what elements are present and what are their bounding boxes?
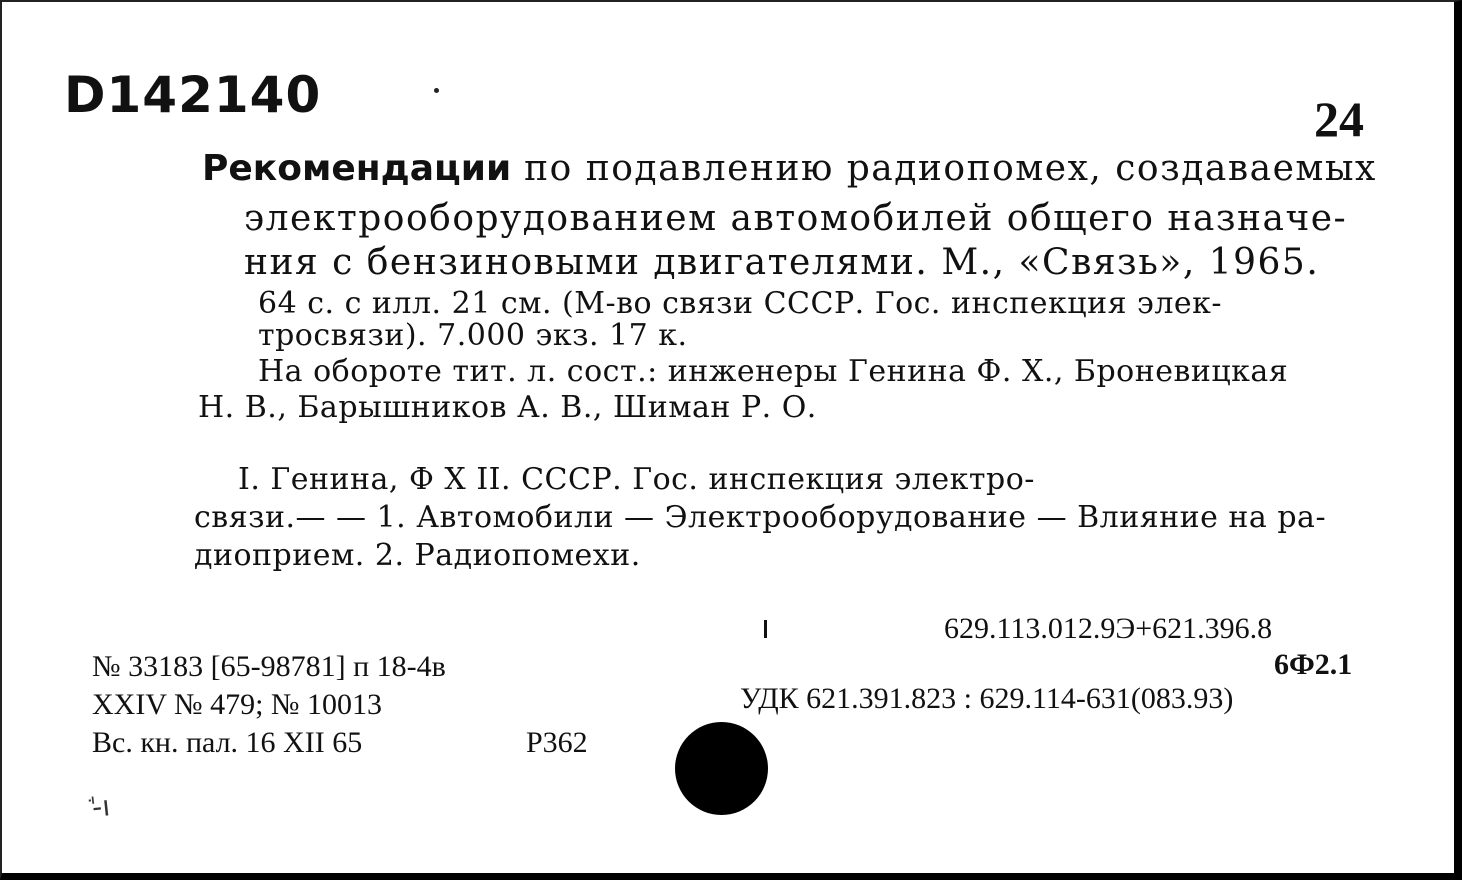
- registry-code: Р362: [526, 726, 588, 759]
- title-line-1-rest: по подавлению радиопомех, создаваемых: [511, 148, 1377, 189]
- handwritten-mark: ꜗ-ı: [90, 789, 112, 824]
- catalog-number: D142140: [64, 66, 322, 124]
- registry-line-2: XXIV № 479; № 10013: [92, 688, 383, 721]
- title-line-1: [202, 148, 1377, 189]
- details-line-1: 64 с. с илл. 21 см. (М-во связи СССР. Гос. инспекция элек-: [258, 286, 1223, 321]
- registry-line-3: Вс. кн. пал. 16 XII 65: [92, 726, 363, 759]
- page-number: 24: [1314, 91, 1364, 147]
- subjects-line-3: диоприем. 2. Радиопомехи.: [194, 538, 641, 573]
- details-line-3: На обороте тит. л. сост.: инженеры Генина Ф. Х., Броневицкая: [258, 354, 1289, 389]
- registry-line-1: № 33183 [65-98781] п 18-4в: [92, 650, 446, 683]
- ink-dot: [434, 88, 439, 93]
- details-line-4: Н. В., Барышников А. В., Шиман Р. О.: [198, 390, 817, 425]
- details-line-2: тросвязи). 7.000 экз. 17 к.: [258, 318, 688, 353]
- classification-index: 6Ф2.1: [1274, 648, 1353, 681]
- subjects-line-1: I. Генина, Ф X II. СССР. Гос. инспекция электро-: [238, 462, 1035, 497]
- subjects-line-2: связи.— — 1. Автомобили — Электрооборудование — Влияние на ра-: [194, 500, 1327, 535]
- udk-line: УДК 621.391.823 : 629.114-631(083.93): [740, 682, 1234, 715]
- tick-mark: [764, 620, 767, 638]
- title-line-2: электрооборудованием автомобилей общего назначе-: [244, 198, 1348, 239]
- title-bold-word: Рекомендации: [202, 148, 512, 189]
- title-line-3: ния с бензиновыми двигателями. М., «Связь», 1965.: [244, 242, 1320, 283]
- udc-code: 629.113.012.9Э+621.396.8: [944, 612, 1273, 645]
- punch-hole: [675, 722, 768, 815]
